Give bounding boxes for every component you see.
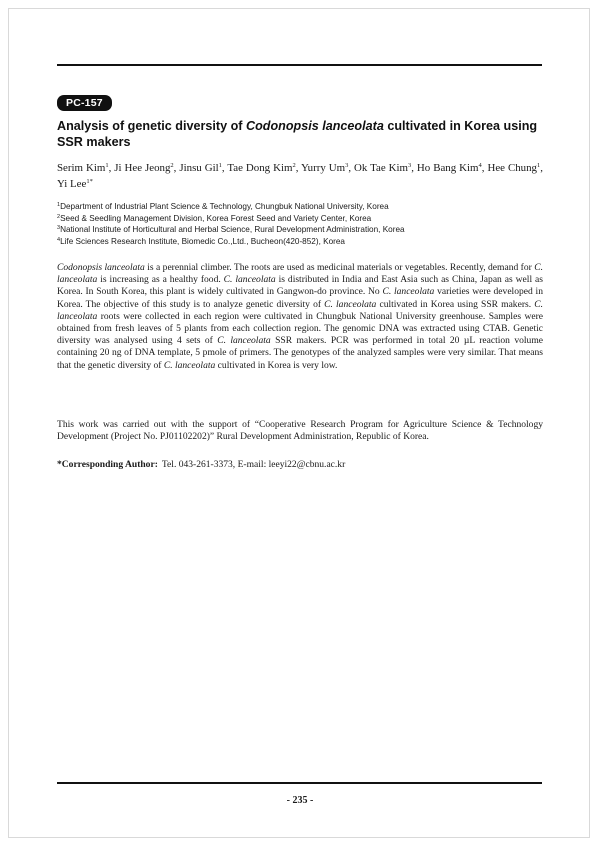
author: [301, 162, 348, 174]
author-affiliation-mark: 3: [407, 162, 412, 169]
acknowledgement: This work was carried out with the support of “Cooperative Research Program for Agriculture Science & Technology Development (Project No. PJ01102202)” Rural Development Administration, Republic of Korea.: [57, 419, 543, 443]
author: [227, 162, 295, 174]
author-name: Yurry Um: [300, 162, 346, 174]
author-name: Hee Chung: [487, 162, 537, 174]
abstract-text: is increasing as a healthy food.: [97, 274, 224, 286]
affiliation: [57, 201, 543, 213]
author-affiliation-mark: 3: [345, 162, 349, 169]
poster-code-badge: PC-157: [57, 95, 112, 111]
species-name: C. lanceolata: [324, 298, 377, 310]
author-name: Serim Kim: [57, 162, 106, 174]
author: [57, 162, 109, 174]
species-name: Codonopsis lanceolata: [57, 262, 145, 273]
author-name: Ho Bang Kim: [416, 162, 479, 174]
species-name: C. lanceolata: [223, 274, 276, 286]
species-name: C. lanceolata: [163, 359, 216, 371]
affiliation-mark: 3: [57, 225, 61, 232]
author-affiliation-mark: 2: [292, 162, 296, 169]
top-rule: [57, 64, 542, 66]
author: [487, 162, 540, 174]
author-list: Serim Kim$^1$, Ji Hee Jeong$^2$, Jinsu Gil$^1$, Tae Dong Kim$^2$, Yurry Um$^3$, Ok Tae Kim$^3$, Ho Bang Kim$^4$, Hee Chung$^1$, Yi Lee$^{1*}$: [57, 162, 543, 190]
abstract-text: is distributed in India and East Asia such as China, Japan as well as Korea. In South Korea, this plant is widely cultivated in Gangwon-do province. No: [57, 274, 543, 298]
abstract-text: cultivated in Korea using SSR makers.: [376, 298, 535, 310]
paper-title: [57, 118, 544, 150]
affiliation-mark: 2: [57, 213, 61, 220]
affiliation-text: Department of Industrial Plant Science & Technology, Chungbuk National University, Korea: [60, 202, 389, 211]
author-affiliation-mark: 1: [105, 162, 109, 169]
corresponding-author: [57, 459, 543, 471]
species-name: C. lanceolata: [57, 262, 543, 286]
author-affiliation-mark: 1*: [86, 178, 93, 185]
species-name: C. lanceolata: [57, 298, 543, 322]
author-affiliation-mark: 1: [537, 162, 541, 169]
author-affiliation-mark: 2: [170, 162, 174, 169]
author-name: Ok Tae Kim: [354, 162, 408, 174]
abstract: [57, 262, 543, 372]
affiliation-mark: 1: [57, 202, 61, 208]
affiliation: [57, 224, 543, 236]
affiliation-mark: 4: [57, 236, 61, 243]
title-part-2: cultivated in Korea using SSR makers: [57, 119, 538, 149]
affiliation: [57, 213, 543, 225]
species-name: C. lanceolata: [382, 286, 435, 298]
page-number: - 235 -: [286, 795, 314, 806]
affiliation-text: National Institute of Horticultural and Herbal Science, Rural Development Administration, Korea: [60, 225, 405, 235]
author: [57, 178, 93, 190]
author-name: Jinsu Gil: [179, 162, 219, 174]
abstract-text: varieties were developed in Korea. The objective of this study is to analyze genetic diversity of: [57, 286, 543, 310]
abstract-text: SSR makers. PCR was performed in total 20 µL reaction volume containing 20 ng of DNA template, 5 pmole of primers. The genotypes of the analyzed samples were very similar. That means that the genetic diversity of: [57, 335, 543, 371]
bottom-rule: [57, 782, 542, 784]
author-name: Ji Hee Jeong: [114, 162, 171, 174]
author-name: Tae Dong Kim: [227, 162, 293, 174]
abstract-text: is a perennial climber. The roots are used as medicinal materials or vegetables. Recently, demand for: [144, 262, 535, 273]
affiliation-text: Life Sciences Research Institute, Biomedic Co.,Ltd., Bucheon(420-852), Korea: [60, 236, 345, 246]
affiliation-text: Seed & Seedling Management Division, Korea Forest Seed and Variety Center, Korea: [60, 213, 372, 223]
abstract-text: roots were collected in each region were cultivated in Chungbuk National University greenhouse. Samples were obtained from fresh leaves of 5 plants from each collection region. The genomic DNA was extracted using CTAB. Genetic diversity was analysed using 4 sets of: [57, 310, 543, 347]
title-part-1: Analysis of genetic diversity of: [57, 119, 246, 133]
corresponding-author-label: *Corresponding Author:: [57, 459, 158, 470]
abstract-text: cultivated in Korea is very low.: [215, 359, 338, 371]
author-affiliation-mark: 1: [218, 162, 222, 169]
author: [114, 162, 173, 174]
affiliation: [57, 236, 543, 248]
author-affiliation-mark: 4: [478, 162, 482, 169]
title-species: Codonopsis lanceolata: [245, 119, 384, 133]
author: [417, 162, 482, 174]
corresponding-author-contact: Tel. 043-261-3373, E-mail: leeyi22@cbnu.ac.kr: [161, 459, 346, 470]
affiliation-list: [57, 201, 543, 247]
author-name: Yi Lee: [57, 178, 87, 190]
author: [354, 162, 411, 174]
author: [179, 162, 222, 174]
species-name: C. lanceolata: [217, 335, 271, 347]
